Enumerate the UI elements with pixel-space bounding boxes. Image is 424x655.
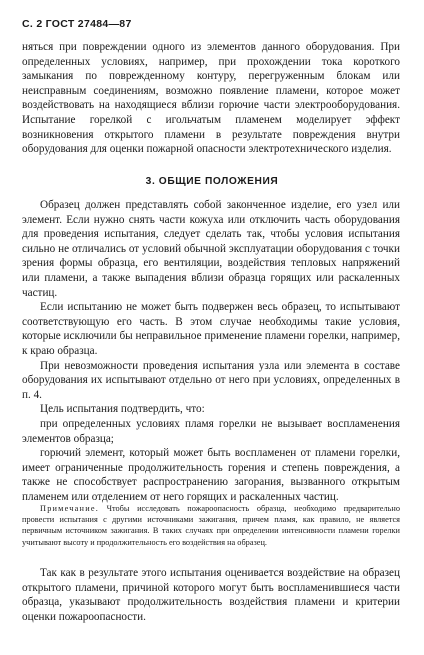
paragraph: При невозможности проведения испытания узла или элемента в составе оборудования их испытывают отдельно от него при условиях, определенных в п. 4. <box>22 359 400 401</box>
note <box>22 503 400 548</box>
intro-text <box>22 40 400 157</box>
closing-text <box>22 566 400 624</box>
paragraph: Цель испытания подтвердить, что: <box>40 403 205 416</box>
note-text: Чтобы исследовать пожароопасность образца, необходимо предварительно провести испытания с другими источниками зажигания, причем пламя, как правило, не является первичным источником зажигания. В таких случаях при определении интенсивности пламени горелки учитывают высоту и продолжительность его воздействия на образец. <box>22 504 401 547</box>
paragraph: Образец должен представлять собой законченное изделие, его узел или элемент. Если нужно снять части кожуха или отключить часть оборудования для проведения испытания, следует сделать так, чтобы условия испытания сильно не отличались от условий обычной эксплуатации оборудования с точки зрения формы образца, его вентиляции, воздействия тепловых напряжений или пламени, а также выпадения вблизи образца горящих или раскаленных частиц. <box>22 199 400 299</box>
paragraph: при определенных условиях пламя горелки не вызывает воспламенения элементов образца; <box>22 417 400 445</box>
note-paragraph <box>22 503 400 548</box>
section-title: 3. ОБЩИЕ ПОЛОЖЕНИЯ <box>145 176 279 187</box>
intro-paragraph: няться при повреждении одного из элементов данного оборудования. При определенных условиях, например, при прохождении тока короткого замыкания по поврежденному контуру, перегруженным блокам или неисправным соединениям, возможно появление пламени, которое может воздействовать на находящиеся вблизи горючие части электрооборудования. Испытание горелкой с игольчатым пламенем моделирует эффект возникновения открытого пламени в результате повреждения внутри оборудования для оценки пожарной опасности электротехнического изделия. <box>22 41 400 156</box>
section-body <box>22 198 400 504</box>
note-label: Примечание. <box>40 504 99 513</box>
paragraph: горючий элемент, который может быть воспламенен от пламени горелки, имеет ограниченные продолжительность горения и степень повреждения, а также не способствует распространению загорания, вызванного открытым пламенем или отделением от него горящих и раскаленных частиц. <box>22 447 400 503</box>
paragraph: Если испытанию не может быть подвержен весь образец, то испытывают соответствующую его часть. В этом случае необходимы такие условия, которые исключили бы неправильное применение пламени горелки, например, к краю образца. <box>22 301 400 357</box>
page-header: С. 2 ГОСТ 27484—87 <box>22 18 132 30</box>
closing-paragraph: Так как в результате этого испытания оценивается воздействие на образец открытого пламени, причиной которого могут быть воспламенившиеся части образца, указывают продолжительность воздействия пламени и критерии оценки пожароопасности. <box>22 567 400 623</box>
